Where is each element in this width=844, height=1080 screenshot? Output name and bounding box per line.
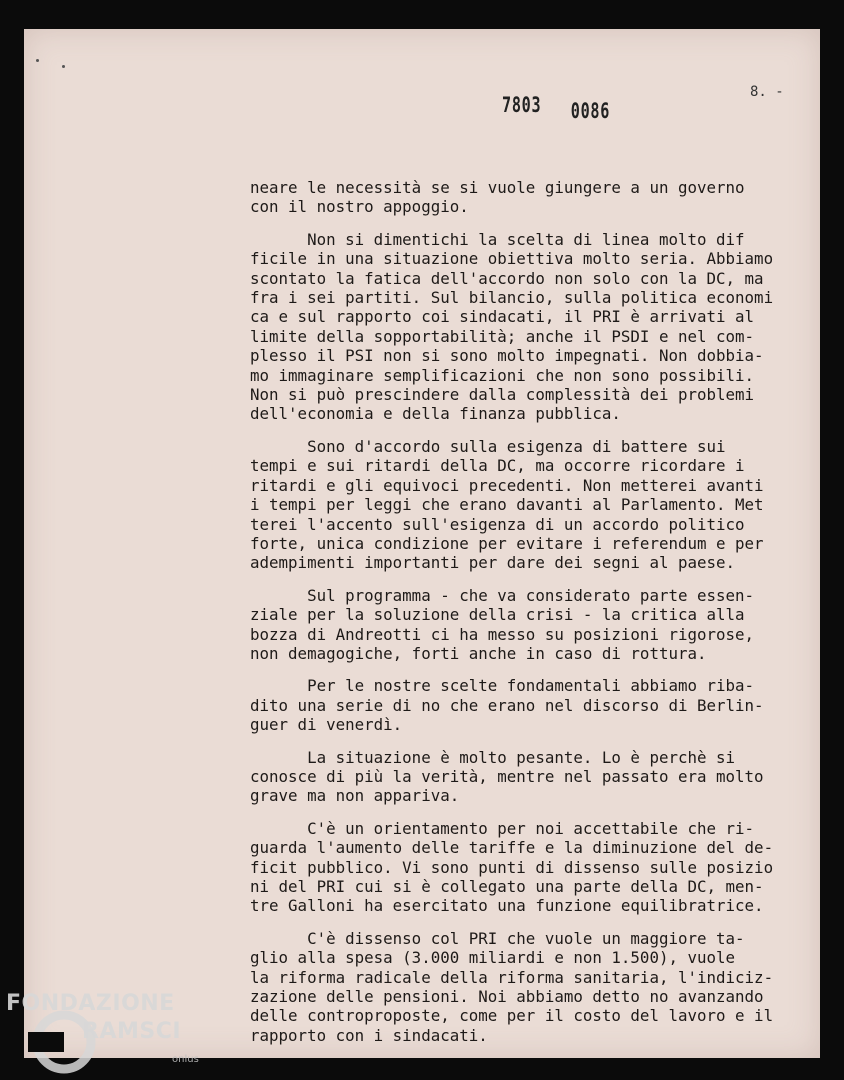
text-line: Sono d'accordo sulla esigenza di battere sui <box>250 436 726 456</box>
text-line: grave ma non appariva. <box>250 786 460 806</box>
archive-number-part-1: 7803 <box>502 93 542 117</box>
text-line: dito una serie di no che erano nel discorso di Berlin- <box>250 695 764 715</box>
text-line: ritardi e gli equivoci precedenti. Non metterei avanti <box>250 475 764 495</box>
paragraph <box>250 178 800 217</box>
text-line: tre Galloni ha esercitato una funzione equilibratrice. <box>250 896 764 916</box>
text-line: delle controproposte, come per il costo del lavoro e il <box>250 1006 774 1026</box>
text-line: neare le necessità se si vuole giungere a un governo <box>250 178 745 197</box>
text-line: ficit pubblico. Vi sono punti di dissenso sulle posizio <box>250 857 774 877</box>
text-line: conosce di più la verità, mentre nel passato era molto <box>250 766 764 786</box>
text-line: limite della sopportabilità; anche il PSDI e nel com- <box>250 326 755 346</box>
text-line: glio alla spesa (3.000 miliardi e non 1.500), vuole <box>250 948 736 968</box>
text-line: bozza di Andreotti ci ha messo su posizioni rigorose, <box>250 624 755 644</box>
text-line: mo immaginare semplificazioni che non sono possibili. <box>250 365 755 385</box>
text-line: Per le nostre scelte fondamentali abbiamo riba- <box>250 676 755 696</box>
text-line: guer di venerdì. <box>250 715 403 735</box>
document-body <box>250 178 800 1058</box>
text-line: Sul programma - che va considerato parte essen- <box>250 585 755 605</box>
archive-stamp-number <box>502 93 611 123</box>
fondazione-gramsci-watermark-logo <box>0 988 230 1080</box>
paragraph <box>250 819 800 916</box>
paragraph <box>250 437 800 573</box>
text-line: ziale per la soluzione della crisi - la critica alla <box>250 605 745 625</box>
text-line: C'è dissenso col PRI che vuole un maggiore ta- <box>250 928 745 948</box>
text-line: con il nostro appoggio. <box>250 197 469 217</box>
paper-speck <box>36 59 39 62</box>
watermark-g-cut <box>28 1032 64 1052</box>
text-line: la riforma radicale della riforma sanitaria, l'indiciz- <box>250 967 774 987</box>
watermark-line1: FONDAZIONE <box>6 991 175 1016</box>
text-line: plesso il PSI non si sono molto impegnati. Non dobbia- <box>250 346 764 366</box>
page-number: 8. - <box>750 84 784 100</box>
text-line: rapporto con i sindacati. <box>250 1025 488 1045</box>
text-line: tempi e sui ritardi della DC, ma occorre ricordare i <box>250 456 745 476</box>
text-line: Non si dimentichi la scelta di linea molto dif <box>250 229 745 249</box>
paragraph <box>250 676 800 734</box>
text-line: dell'economia e della finanza pubblica. <box>250 404 621 424</box>
text-line: La situazione è molto pesante. Lo è perchè si <box>250 747 736 767</box>
text-line: ca e sul rapporto coi sindacati, il PRI è arrivati al <box>250 307 755 327</box>
text-line: non demagogiche, forti anche in caso di rottura. <box>250 643 707 663</box>
text-line: forte, unica condizione per evitare i referendum e per <box>250 533 764 553</box>
text-line: Non si può prescindere dalla complessità dei problemi <box>250 385 755 405</box>
paragraph <box>250 929 800 1045</box>
text-line: adempimenti importanti per dare dei segni al paese. <box>250 553 736 573</box>
paragraph <box>250 586 800 664</box>
watermark-line2: RAMSCI <box>82 1019 182 1044</box>
text-line: fra i sei partiti. Sul bilancio, sulla politica economi <box>250 288 774 308</box>
paragraph <box>250 230 800 424</box>
text-line: zazione delle pensioni. Noi abbiamo detto no avanzando <box>250 987 764 1007</box>
text-line: C'è un orientamento per noi accettabile che ri- <box>250 818 755 838</box>
text-line: scontato la fatica dell'accordo non solo con la DC, ma <box>250 268 764 288</box>
text-line: ficile in una situazione obiettiva molto seria. Abbiamo <box>250 249 774 269</box>
text-line: i tempi per leggi che erano davanti al Parlamento. Met <box>250 495 764 515</box>
paper-speck <box>62 65 65 68</box>
text-line: terei l'accento sull'esigenza di un accordo politico <box>250 514 745 534</box>
text-line: guarda l'aumento delle tariffe e la diminuzione del de- <box>250 838 774 858</box>
paragraph <box>250 748 800 806</box>
text-line: ni del PRI cui si è collegato una parte della DC, men- <box>250 877 764 896</box>
watermark-line3: onlus <box>172 1054 199 1065</box>
archive-number-part-2: 0086 <box>570 99 611 123</box>
